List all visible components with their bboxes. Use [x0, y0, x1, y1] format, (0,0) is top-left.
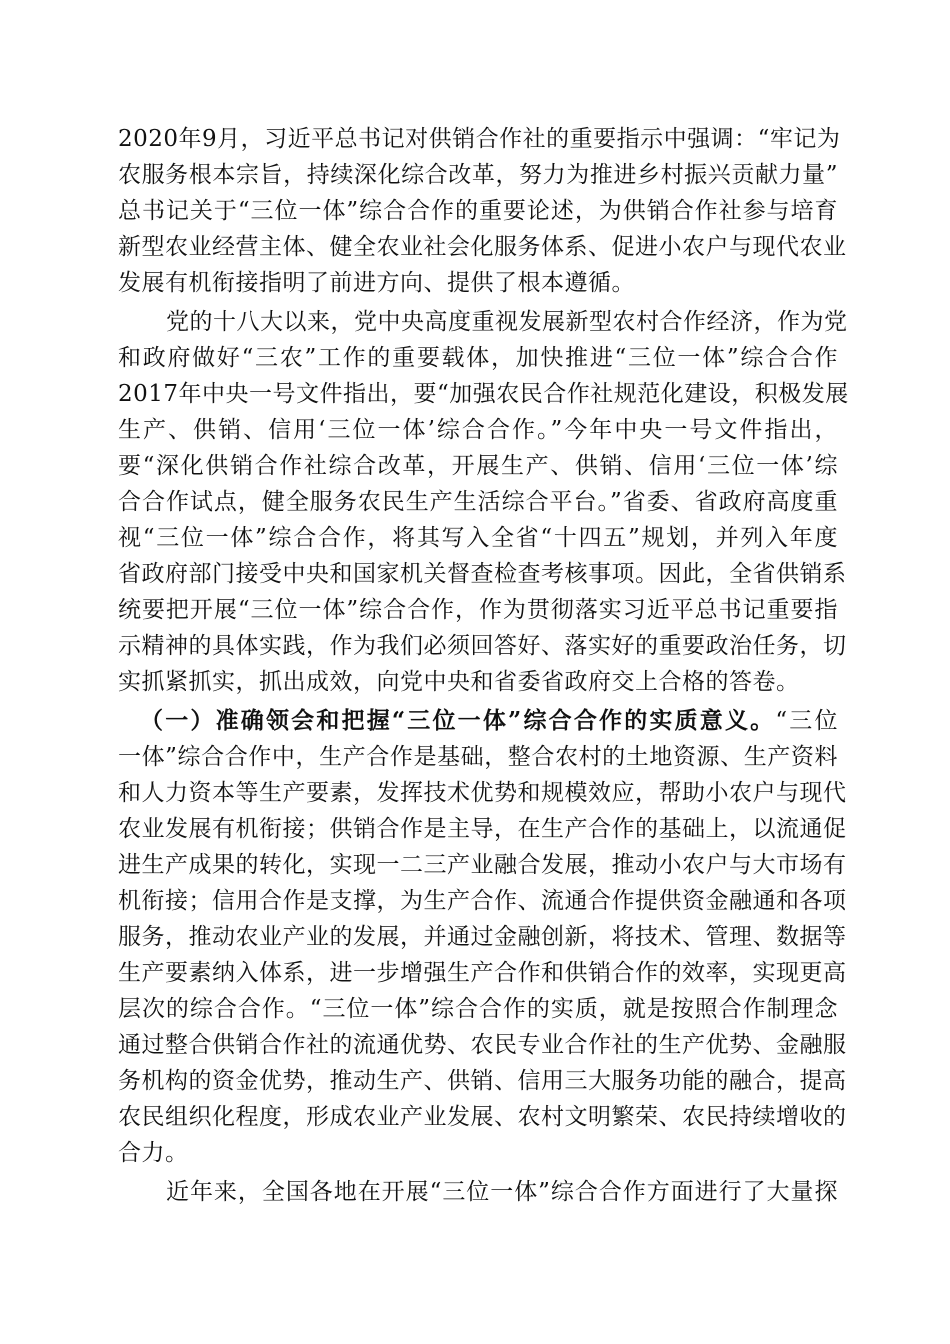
paragraph-2-line-8: 省政府部门接受中央和国家机关督查检查考核事项。因此，全省供销系 — [118, 561, 847, 587]
paragraph-3-line-4: 农业发展有机衔接；供销合作是主导，在生产合作的基础上，以流通促 — [118, 816, 847, 842]
paragraph-2-line-4: 生产、供销、信用‘三位一体’综合合作。”今年中央一号文件指出， — [118, 417, 838, 443]
paragraph-1-line-4: 新型农业经营主体、健全农业社会化服务体系、促进小农户与现代农业 — [118, 234, 847, 260]
paragraph-1-line-5: 发展有机衔接指明了前进方向、提供了根本遵循。 — [118, 270, 635, 296]
paragraph-3-line-1-rest: “三位 — [775, 708, 838, 734]
paragraph-3-line-7: 服务，推动农业产业的发展，并通过金融创新，将技术、管理、数据等 — [118, 924, 847, 950]
paragraph-2-line-7: 视“三位一体”综合合作，将其写入全省“十四五”规划，并列入年度 — [118, 525, 838, 551]
paragraph-1-line-2: 农服务根本宗旨，持续深化综合改革，努力为推进乡村振兴贡献力量” — [118, 162, 838, 188]
paragraph-2-line-9: 统要把开展“三位一体”综合合作，作为贯彻落实习近平总书记重要指 — [118, 597, 838, 623]
paragraph-3-line-6: 机衔接；信用合作是支撑，为生产合作、流通合作提供资金融通和各项 — [118, 888, 847, 914]
paragraph-2-line-6: 合合作试点，健全服务农民生产生活综合平台。”省委、省政府高度重 — [118, 489, 838, 515]
paragraph-3-line-12: 农民组织化程度，形成农业产业发展、农村文明繁荣、农民持续增收的 — [118, 1104, 847, 1130]
paragraph-3-line-10: 通过整合供销合作社的流通优势、农民专业合作社的生产优势、金融服 — [118, 1032, 847, 1058]
paragraph-1-line-3: 总书记关于“三位一体”综合合作的重要论述，为供销合作社参与培育 — [118, 198, 838, 224]
paragraph-3-line-1 — [140, 703, 838, 739]
paragraph-2-line-1: 党的十八大以来，党中央高度重视发展新型农村合作经济，作为党 — [166, 309, 848, 335]
paragraph-3-line-5: 进生产成果的转化，实现一二三产业融合发展，推动小农户与大市场有 — [118, 852, 847, 878]
paragraph-2-line-3: 2017年中央一号文件指出，要“加强农民合作社规范化建设，积极发展 — [118, 381, 849, 407]
paragraph-3-line-3: 和人力资本等生产要素，发挥技术优势和规模效应，帮助小农户与现代 — [118, 780, 847, 806]
paragraph-2-line-11: 实抓紧抓实，抓出成效，向党中央和省委省政府交上合格的答卷。 — [118, 669, 800, 695]
section-heading: （一）准确领会和把握“三位一体”综合合作的实质意义。 — [140, 707, 776, 734]
paragraph-2-line-10: 示精神的具体实践，作为我们必须回答好、落实好的重要政治任务，切 — [118, 633, 847, 659]
paragraph-3-line-13: 合力。 — [118, 1140, 189, 1166]
paragraph-3-line-2: 一体”综合合作中，生产合作是基础，整合农村的土地资源、生产资料 — [118, 744, 838, 770]
paragraph-1-line-1: 2020年9月，习近平总书记对供销合作社的重要指示中强调：“牢记为 — [118, 126, 841, 152]
paragraph-2-line-5: 要“深化供销合作社综合改革，开展生产、供销、信用‘三位一体’综 — [118, 453, 838, 479]
paragraph-4-line-1: 近年来，全国各地在开展“三位一体”综合合作方面进行了大量探 — [166, 1179, 838, 1205]
paragraph-2-line-2: 和政府做好“三农”工作的重要载体，加快推进“三位一体”综合合作 — [118, 345, 838, 371]
paragraph-3-line-9: 层次的综合合作。“三位一体”综合合作的实质，就是按照合作制理念 — [118, 996, 838, 1022]
paragraph-3-line-8: 生产要素纳入体系，进一步增强生产合作和供销合作的效率，实现更高 — [118, 960, 847, 986]
paragraph-3-line-11: 务机构的资金优势，推动生产、供销、信用三大服务功能的融合，提高 — [118, 1068, 847, 1094]
